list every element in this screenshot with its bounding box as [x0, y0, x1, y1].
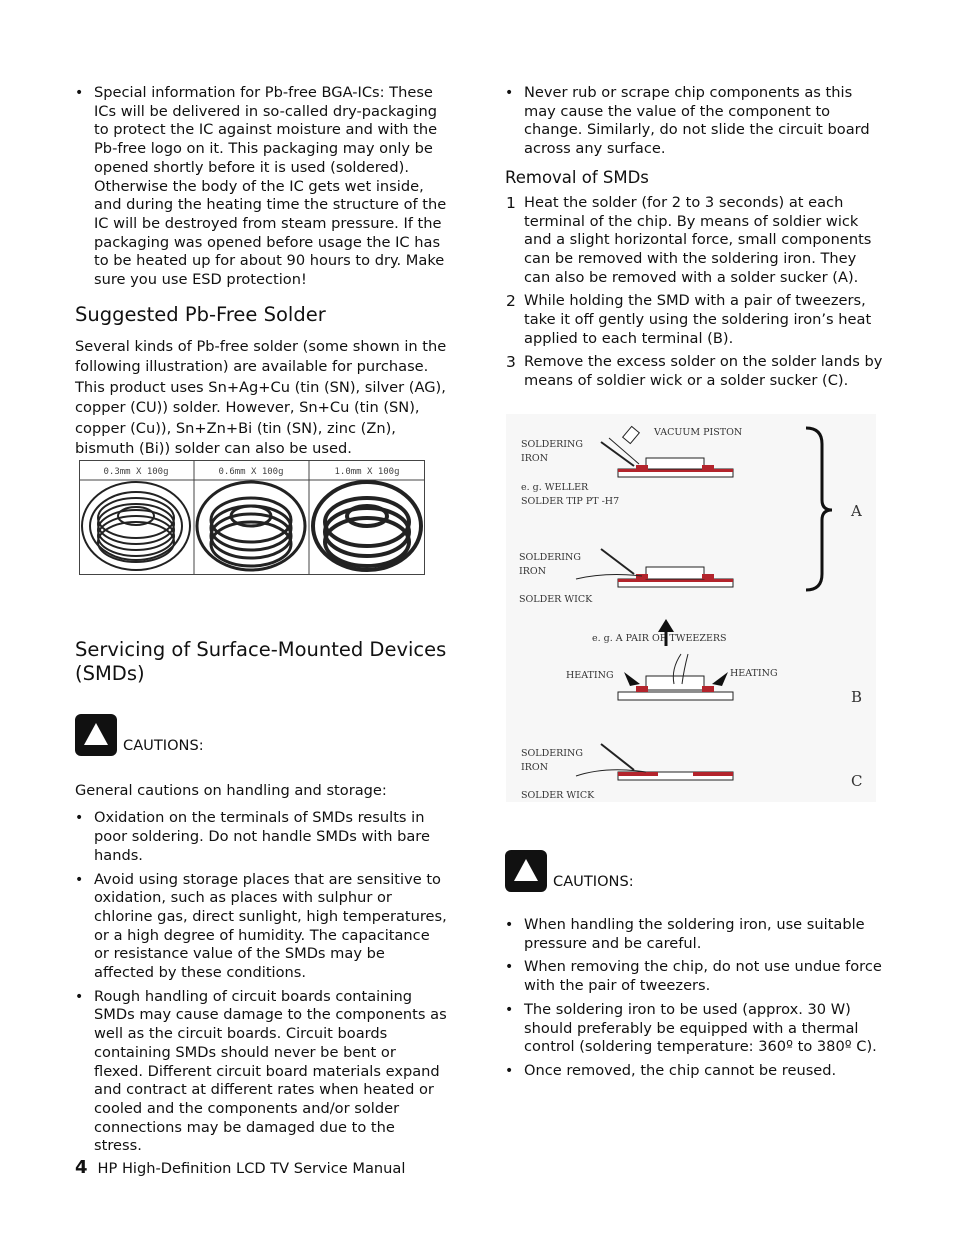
label-b: B [851, 688, 863, 706]
label-solder-wick-c: SOLDER WICK [521, 790, 595, 801]
removal-heading: Removal of SMDs [505, 167, 649, 187]
label-soldering-c: SOLDERING [521, 748, 583, 759]
label-soldering-a1: SOLDERING [521, 439, 583, 450]
label-c: C [851, 772, 863, 790]
label-iron-a2: IRON [519, 566, 547, 577]
list-item [505, 194, 883, 288]
list-item: • Rough handling of circuit boards containing SMDs may cause damage to the components as well as the circuit boards. Circuit boards containing SMDs should never be bent or flexed. Different circuit board materials expand and contract at different rates when heated or cooled and the components and/or solder connections may be damaged due to the stress. [75, 988, 447, 1156]
cautions-list [505, 916, 883, 1081]
step-text: Heat the solder (for 2 to 3 seconds) at each terminal of the chip. By means of soldier wick and a slight horizontal force, small components can be removed with the soldering iron. They can also be removed with a solder sucker (A). [524, 193, 872, 286]
caution-label: CAUTIONS: [553, 873, 634, 891]
warning-icon [75, 714, 117, 756]
caution-block [75, 714, 447, 756]
left-column [75, 84, 447, 1161]
footer-title: HP High-Definition LCD TV Service Manual [97, 1160, 406, 1177]
right-column [505, 84, 883, 396]
step-number: 2 [506, 292, 516, 311]
right-cautions [505, 850, 883, 1086]
smd-heading: Servicing of Surface-Mounted Devices (SMDs) [75, 637, 447, 685]
step-number: 1 [506, 193, 516, 212]
reel-label-1: 0.6mm X 100g [218, 467, 284, 477]
label-solder-wick-a: SOLDER WICK [519, 594, 593, 605]
label-a: A [851, 502, 862, 520]
label-heating-right: HEATING [730, 668, 778, 679]
label-weller: e. g. WELLER [521, 482, 589, 493]
warning-icon [505, 850, 547, 892]
list-item: • Once removed, the chip cannot be reused. [505, 1062, 883, 1081]
list-item: • Oxidation on the terminals of SMDs results in poor soldering. Do not handle SMDs with bare hands. [75, 809, 447, 865]
label-iron-c: IRON [521, 762, 549, 773]
step-text: Remove the excess solder on the solder lands by means of soldier wick or a solder sucker (C). [524, 353, 883, 390]
label-iron-a1: IRON [521, 453, 549, 464]
list-item: • Never rub or scrape chip components as this may cause the value of the component to change. Similarly, do not slide the circuit board across any surface. [505, 84, 883, 159]
list-item: • The soldering iron to be used (approx. 30 W) should preferably be equipped with a thermal control (soldering temperature: 360º to 380º C). [505, 1001, 883, 1057]
intro-list [75, 84, 447, 290]
label-tweezers: e. g. A PAIR OF TWEEZERS [592, 633, 727, 644]
page-number: 4 [75, 1157, 88, 1178]
solder-text: Several kinds of Pb-free solder (some shown in the following illustration) are available for purchase. This product uses Sn+Ag+Cu (tin (SN), silver (AG), copper (CU)) solder. However, Sn+Cu (tin (SN), copper (Cu)), Sn+Zn+Bi (tin (SN), zinc (Zn), bismuth (Bi)) solder can also be used. [75, 337, 447, 458]
label-vacuum-piston: VACUUM PISTON [654, 427, 743, 438]
top-list [505, 84, 883, 159]
list-item [505, 292, 883, 348]
list-item [505, 353, 883, 390]
general-text: General cautions on handling and storage: [75, 781, 387, 799]
smd-removal-figure [506, 414, 876, 802]
step-text: While holding the SMD with a pair of tweezers, take it off gently using the soldering iron’s heat applied to each terminal (B). [524, 292, 872, 347]
label-solder-tip: SOLDER TIP PT -H7 [521, 496, 620, 507]
step-number: 3 [506, 353, 516, 372]
list-item: • When handling the soldering iron, use suitable pressure and be careful. [505, 916, 883, 953]
list-item: • When removing the chip, do not use undue force with the pair of tweezers. [505, 958, 883, 995]
solder-heading: Suggested Pb-Free Solder [75, 302, 326, 326]
solder-reels-figure [79, 460, 425, 575]
page-footer [75, 1157, 405, 1178]
cautions-list [75, 809, 447, 1156]
list-item: • Special information for Pb-free BGA-ICs: These ICs will be delivered in so-called dry-packaging to protect the IC against moisture and with the Pb-free logo on it. This packaging may only be opened shortly before it is used (soldered). Otherwise the body of the IC gets wet inside, and during the heating time the structure of the IC will be destroyed from steam pressure. If the packaging was opened before usage the IC has to be heated up for about 90 hours to dry. Make sure you use ESD protection! [75, 84, 447, 290]
caution-label: CAUTIONS: [123, 737, 204, 755]
reel-label-0: 0.3mm X 100g [103, 467, 169, 477]
reel-label-2: 1.0mm X 100g [334, 467, 400, 477]
label-heating-left: HEATING [566, 670, 614, 681]
removal-steps [505, 194, 883, 391]
caution-block [505, 850, 883, 892]
label-soldering-a2: SOLDERING [519, 552, 581, 563]
list-item: • Avoid using storage places that are sensitive to oxidation, such as places with sulphur or chlorine gas, direct sunlight, high temperatures, or a high degree of humidity. The capacitance or resistance value of the SMDs may be affected by these conditions. [75, 871, 447, 983]
